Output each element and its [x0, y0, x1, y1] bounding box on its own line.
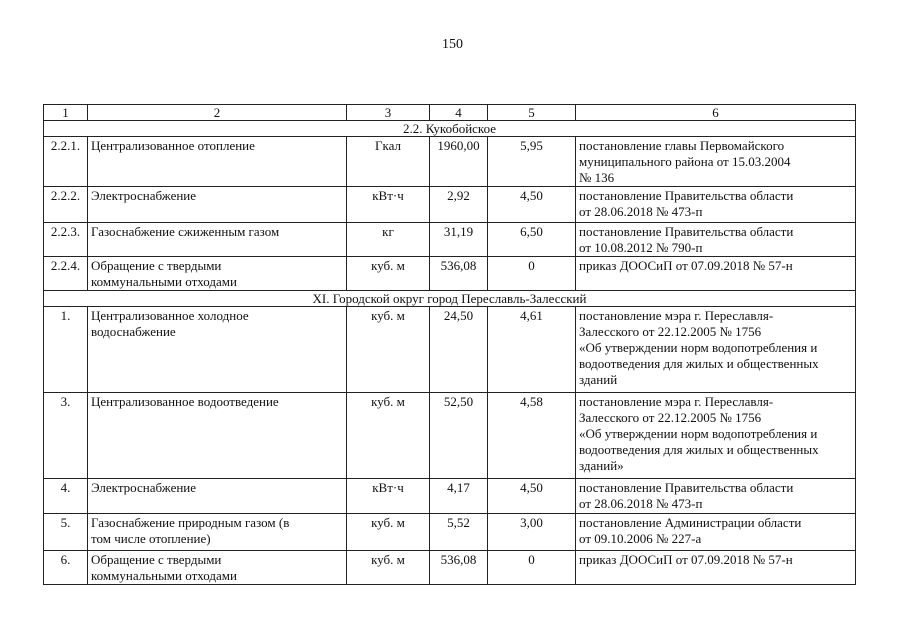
section-title-row — [44, 121, 856, 137]
service-name: Газоснабжение природным газом (в том числе отопление) — [88, 514, 347, 551]
row-number: 5. — [44, 514, 88, 551]
norm-value: 5,52 — [430, 514, 488, 551]
service-name: Электроснабжение — [88, 187, 347, 223]
row-number: 2.2.2. — [44, 187, 88, 223]
legal-document: приказ ДООСиП от 07.09.2018 № 57-н — [576, 551, 856, 585]
table-row — [44, 187, 856, 223]
unit: куб. м — [347, 307, 430, 393]
header-cell: 6 — [576, 105, 856, 121]
header-cell: 3 — [347, 105, 430, 121]
norm-value: 1960,00 — [430, 137, 488, 187]
service-name: Централизованное водоотведение — [88, 393, 347, 479]
section-title: 2.2. Кукобойское — [44, 121, 856, 137]
unit: куб. м — [347, 257, 430, 291]
row-number: 2.2.3. — [44, 223, 88, 257]
legal-document: постановление мэра г. Переславля- Залесского от 22.12.2005 № 1756 «Об утверждении норм водопотребления и водоотведения для жилых и общественных зданий» — [576, 393, 856, 479]
table-row — [44, 393, 856, 479]
page-number: 150 — [442, 37, 463, 52]
table-row — [44, 479, 856, 514]
table-row — [44, 551, 856, 585]
header-cell: 4 — [430, 105, 488, 121]
norm-value: 24,50 — [430, 307, 488, 393]
rate-value: 4,61 — [488, 307, 576, 393]
row-number: 2.2.4. — [44, 257, 88, 291]
rate-value: 4,58 — [488, 393, 576, 479]
table-header-row — [44, 105, 856, 121]
rate-value: 6,50 — [488, 223, 576, 257]
row-number: 3. — [44, 393, 88, 479]
rate-value: 4,50 — [488, 479, 576, 514]
norm-value: 536,08 — [430, 257, 488, 291]
unit: кВт·ч — [347, 479, 430, 514]
service-name: Централизованное холодное водоснабжение — [88, 307, 347, 393]
legal-document: постановление Правительства области от 28.06.2018 № 473-п — [576, 187, 856, 223]
legal-document: постановление мэра г. Переславля- Залесского от 22.12.2005 № 1756 «Об утверждении норм водопотребления и водоотведения для жилых и общественных зданий — [576, 307, 856, 393]
row-number: 4. — [44, 479, 88, 514]
service-name: Газоснабжение сжиженным газом — [88, 223, 347, 257]
norm-value: 52,50 — [430, 393, 488, 479]
rate-value: 4,50 — [488, 187, 576, 223]
header-cell: 2 — [88, 105, 347, 121]
legal-document: постановление главы Первомайского муниципального района от 15.03.2004 № 136 — [576, 137, 856, 187]
unit: куб. м — [347, 393, 430, 479]
header-cell: 1 — [44, 105, 88, 121]
service-name: Обращение с твердыми коммунальными отходами — [88, 257, 347, 291]
norms-table — [43, 104, 856, 585]
section-title: XI. Городской округ город Переславль-Залесский — [44, 291, 856, 307]
section-title-row — [44, 291, 856, 307]
header-cell: 5 — [488, 105, 576, 121]
norm-value: 31,19 — [430, 223, 488, 257]
rate-value: 3,00 — [488, 514, 576, 551]
legal-document: постановление Администрации области от 09.10.2006 № 227-а — [576, 514, 856, 551]
row-number: 2.2.1. — [44, 137, 88, 187]
unit: Гкал — [347, 137, 430, 187]
row-number: 1. — [44, 307, 88, 393]
service-name: Обращение с твердыми коммунальными отходами — [88, 551, 347, 585]
row-number: 6. — [44, 551, 88, 585]
service-name: Электроснабжение — [88, 479, 347, 514]
unit: куб. м — [347, 551, 430, 585]
table-row — [44, 307, 856, 393]
table-row — [44, 223, 856, 257]
table-row — [44, 137, 856, 187]
table-row — [44, 257, 856, 291]
service-name: Централизованное отопление — [88, 137, 347, 187]
rate-value: 0 — [488, 551, 576, 585]
legal-document: постановление Правительства области от 28.06.2018 № 473-п — [576, 479, 856, 514]
rate-value: 0 — [488, 257, 576, 291]
norm-value: 536,08 — [430, 551, 488, 585]
legal-document: приказ ДООСиП от 07.09.2018 № 57-н — [576, 257, 856, 291]
norm-value: 4,17 — [430, 479, 488, 514]
unit: кг — [347, 223, 430, 257]
table-row — [44, 514, 856, 551]
rate-value: 5,95 — [488, 137, 576, 187]
unit: кВт·ч — [347, 187, 430, 223]
unit: куб. м — [347, 514, 430, 551]
norm-value: 2,92 — [430, 187, 488, 223]
legal-document: постановление Правительства области от 10.08.2012 № 790-п — [576, 223, 856, 257]
